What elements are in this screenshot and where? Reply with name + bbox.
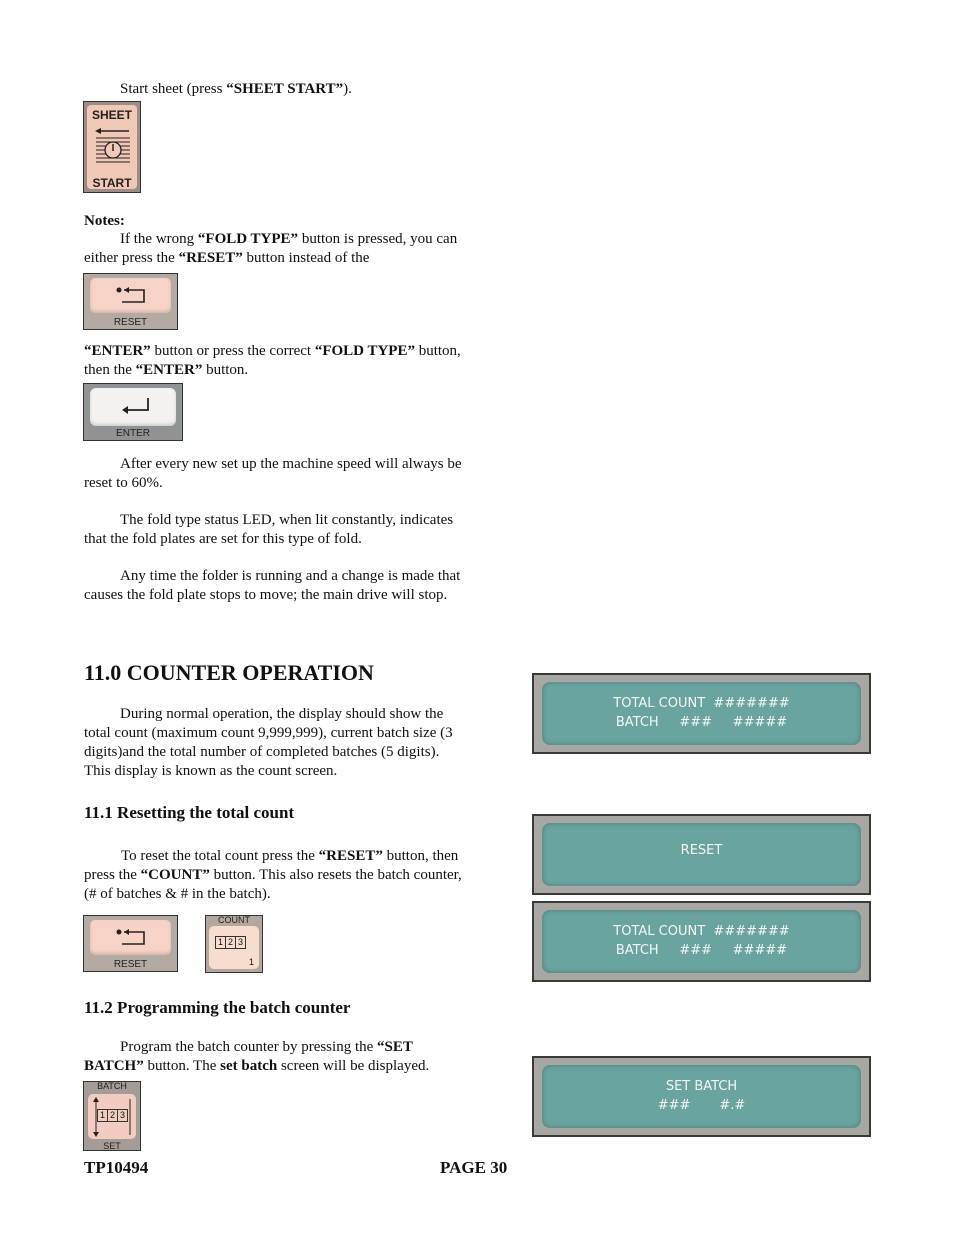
bold-text: “FOLD TYPE”	[197, 231, 299, 247]
lcd-screen	[542, 910, 861, 973]
notes-paragraph-5: Any time the folder is running and a change is made that causes the fold plate stops to move; the main drive will stop.	[84, 568, 461, 603]
count-button-image	[205, 915, 263, 973]
text: screen will be displayed.	[277, 1058, 430, 1074]
text: button, then the	[84, 343, 461, 378]
text: button. This also resets the batch counter, (# of batches & # in the batch).	[84, 867, 462, 902]
bold-text: “RESET”	[318, 848, 383, 864]
reset-arrow-icon	[116, 284, 148, 306]
reset-label: RESET	[113, 959, 148, 970]
enter-arrow-icon	[120, 396, 152, 418]
button-face	[90, 920, 171, 955]
text: To reset the total count press the	[121, 848, 319, 864]
count-digits-icon	[215, 936, 246, 949]
notes-paragraph-2	[84, 342, 464, 380]
lcd-screen	[542, 1065, 861, 1128]
text: button instead of the	[242, 250, 370, 266]
instruction-bold: “SHEET START”	[226, 81, 344, 97]
section-paragraph: During normal operation, the display should show the total count (maximum count 9,999,999), current batch size (3 digits)and the total number of completed batches (5 digits). This display is known as the count screen.	[84, 706, 453, 779]
button-face	[90, 278, 171, 313]
count-small-label: 1	[248, 957, 254, 967]
lcd-line-2: ### #.#	[657, 1098, 746, 1113]
lcd-line-1: TOTAL COUNT #######	[613, 696, 790, 711]
reset-button-image	[83, 273, 178, 330]
notes-paragraph-1	[84, 230, 464, 268]
bold-text: “ENTER”	[84, 343, 151, 359]
page-number: PAGE 30	[440, 1158, 508, 1177]
set-batch-button-image	[83, 1081, 141, 1151]
bold-text: “SET BATCH”	[84, 1039, 413, 1074]
subsection-1-title: 11.1 Resetting the total count	[84, 803, 295, 822]
sheet-feed-icon	[93, 126, 133, 174]
bold-text: “COUNT”	[140, 867, 210, 883]
lcd-line-1: TOTAL COUNT #######	[613, 924, 790, 939]
bold-text: set batch	[220, 1058, 278, 1074]
digit: 3	[235, 937, 245, 948]
reset-button-image-2	[83, 915, 178, 972]
text: button, then press the	[84, 848, 459, 883]
set-batch-screen-display	[532, 1056, 871, 1137]
enter-label: ENTER	[116, 428, 150, 439]
start-label: START	[92, 176, 132, 190]
instruction-text: Start sheet (press	[120, 81, 227, 97]
reset-label: RESET	[113, 317, 148, 328]
text: button.	[202, 362, 249, 378]
count-label: COUNT	[218, 915, 250, 925]
lcd-line-1: RESET	[680, 843, 723, 858]
text: button. The	[143, 1058, 221, 1074]
digit: 1	[100, 1110, 106, 1120]
digit: 3	[117, 1110, 127, 1121]
count-screen-display-2	[532, 901, 871, 982]
text: Program the batch counter by pressing the	[120, 1039, 378, 1055]
document-id: TP10494	[84, 1158, 149, 1177]
enter-button-image	[83, 383, 183, 441]
notes-paragraph-3: After every new set up the machine speed will always be reset to 60%.	[84, 456, 462, 491]
sheet-label: SHEET	[91, 108, 132, 122]
subsection-2-title: 11.2 Programming the batch counter	[84, 998, 351, 1017]
bold-text: “FOLD TYPE”	[314, 343, 415, 359]
reset-screen-display	[532, 814, 871, 895]
digit: 2	[225, 937, 235, 948]
text: button is pressed, you can either press the	[84, 231, 458, 266]
sheet-start-button-image	[83, 101, 141, 193]
notes-paragraph-4: The fold type status LED, when lit constantly, indicates that the fold plates are set for this type of fold.	[84, 512, 454, 547]
lcd-screen	[542, 823, 861, 886]
notes-heading	[84, 212, 125, 231]
batch-label: BATCH	[97, 1081, 127, 1091]
bold-text: “ENTER”	[135, 362, 203, 378]
notes-heading-text: Notes:	[84, 213, 125, 229]
lcd-line-1: SET BATCH	[665, 1079, 738, 1094]
reset-arrow-icon	[116, 926, 148, 948]
digit: 2	[107, 1110, 117, 1121]
subsection-2-paragraph	[84, 1038, 464, 1076]
instruction-text-end: ).	[343, 81, 352, 97]
subsection-1-paragraph	[84, 847, 464, 904]
digit: 1	[218, 937, 224, 947]
lcd-line-2: BATCH ### #####	[615, 943, 788, 958]
text: If the wrong	[120, 231, 198, 247]
button-face	[90, 388, 176, 426]
set-label: SET	[103, 1141, 121, 1151]
section-title: 11.0 COUNTER OPERATION	[84, 660, 374, 685]
count-screen-display	[532, 673, 871, 754]
button-face	[88, 1094, 136, 1139]
button-face	[209, 926, 259, 969]
batch-digits-icon	[97, 1109, 128, 1122]
bold-text: “RESET”	[178, 250, 243, 266]
lcd-screen	[542, 682, 861, 745]
text: button or press the correct	[150, 343, 315, 359]
lcd-line-2: BATCH ### #####	[615, 715, 788, 730]
start-sheet-instruction	[120, 80, 352, 99]
